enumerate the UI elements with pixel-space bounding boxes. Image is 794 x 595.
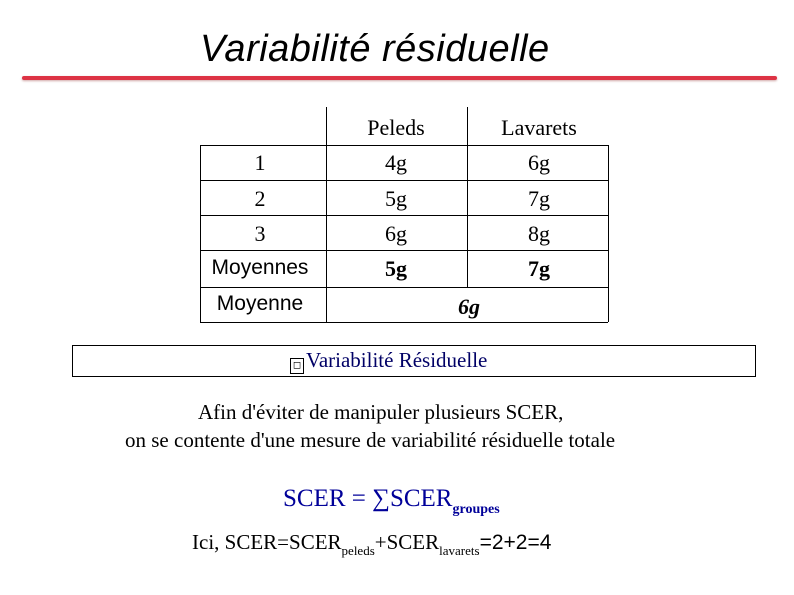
row-label-moyenne: Moyenne bbox=[216, 292, 304, 315]
page-title: Variabilité résiduelle bbox=[200, 28, 550, 70]
table-cell-moyenne-generale: 6g bbox=[458, 294, 480, 319]
table-cell-lavarets: 7g bbox=[528, 186, 550, 211]
scer-formula bbox=[283, 485, 500, 518]
section-heading bbox=[290, 348, 487, 374]
ici-prefix: Ici, SCER=SCER bbox=[192, 530, 342, 554]
ici-subscript-lavarets: lavarets bbox=[439, 543, 480, 558]
table-cell-moyenne-peleds: 5g bbox=[385, 256, 407, 281]
table-rule bbox=[200, 180, 608, 181]
row-label: 2 bbox=[254, 186, 266, 211]
row-label: 1 bbox=[254, 150, 266, 175]
square-bullet-icon: ◻ bbox=[290, 358, 304, 374]
formula-subscript: groupes bbox=[452, 502, 500, 517]
paragraph-line-1: Afin d'éviter de manipuler plusieurs SCER, bbox=[198, 400, 564, 424]
row-label-moyennes: Moyennes bbox=[211, 256, 309, 279]
title-underline bbox=[22, 76, 777, 80]
table-cell-peleds: 4g bbox=[385, 150, 407, 175]
paragraph-line-2: on se contente d'une mesure de variabilité résiduelle totale bbox=[125, 428, 616, 452]
table-rule bbox=[326, 107, 327, 322]
table-rule bbox=[200, 145, 608, 146]
column-header-lavarets: Lavarets bbox=[501, 115, 577, 140]
formula-lhs: SCER = ∑SCER bbox=[283, 485, 453, 512]
table-rule bbox=[608, 145, 609, 322]
table-rule bbox=[200, 215, 608, 216]
column-header-peleds: Peleds bbox=[367, 115, 425, 140]
ici-computation bbox=[192, 530, 551, 559]
row-label: 3 bbox=[254, 221, 266, 246]
table-rule bbox=[200, 145, 201, 322]
table-rule bbox=[200, 250, 608, 251]
ici-result: =2+2=4 bbox=[479, 531, 552, 554]
table-cell-peleds: 6g bbox=[385, 221, 407, 246]
table-cell-lavarets: 6g bbox=[528, 150, 550, 175]
ici-subscript-peleds: peleds bbox=[341, 543, 375, 558]
table-cell-lavarets: 8g bbox=[528, 221, 550, 246]
table-cell-moyenne-lavarets: 7g bbox=[528, 256, 550, 281]
ici-mid: +SCER bbox=[374, 530, 440, 554]
table-rule bbox=[200, 287, 608, 288]
section-heading-label: Variabilité Résiduelle bbox=[306, 348, 488, 372]
table-rule bbox=[467, 107, 468, 287]
table-rule bbox=[200, 322, 608, 323]
table-cell-peleds: 5g bbox=[385, 186, 407, 211]
